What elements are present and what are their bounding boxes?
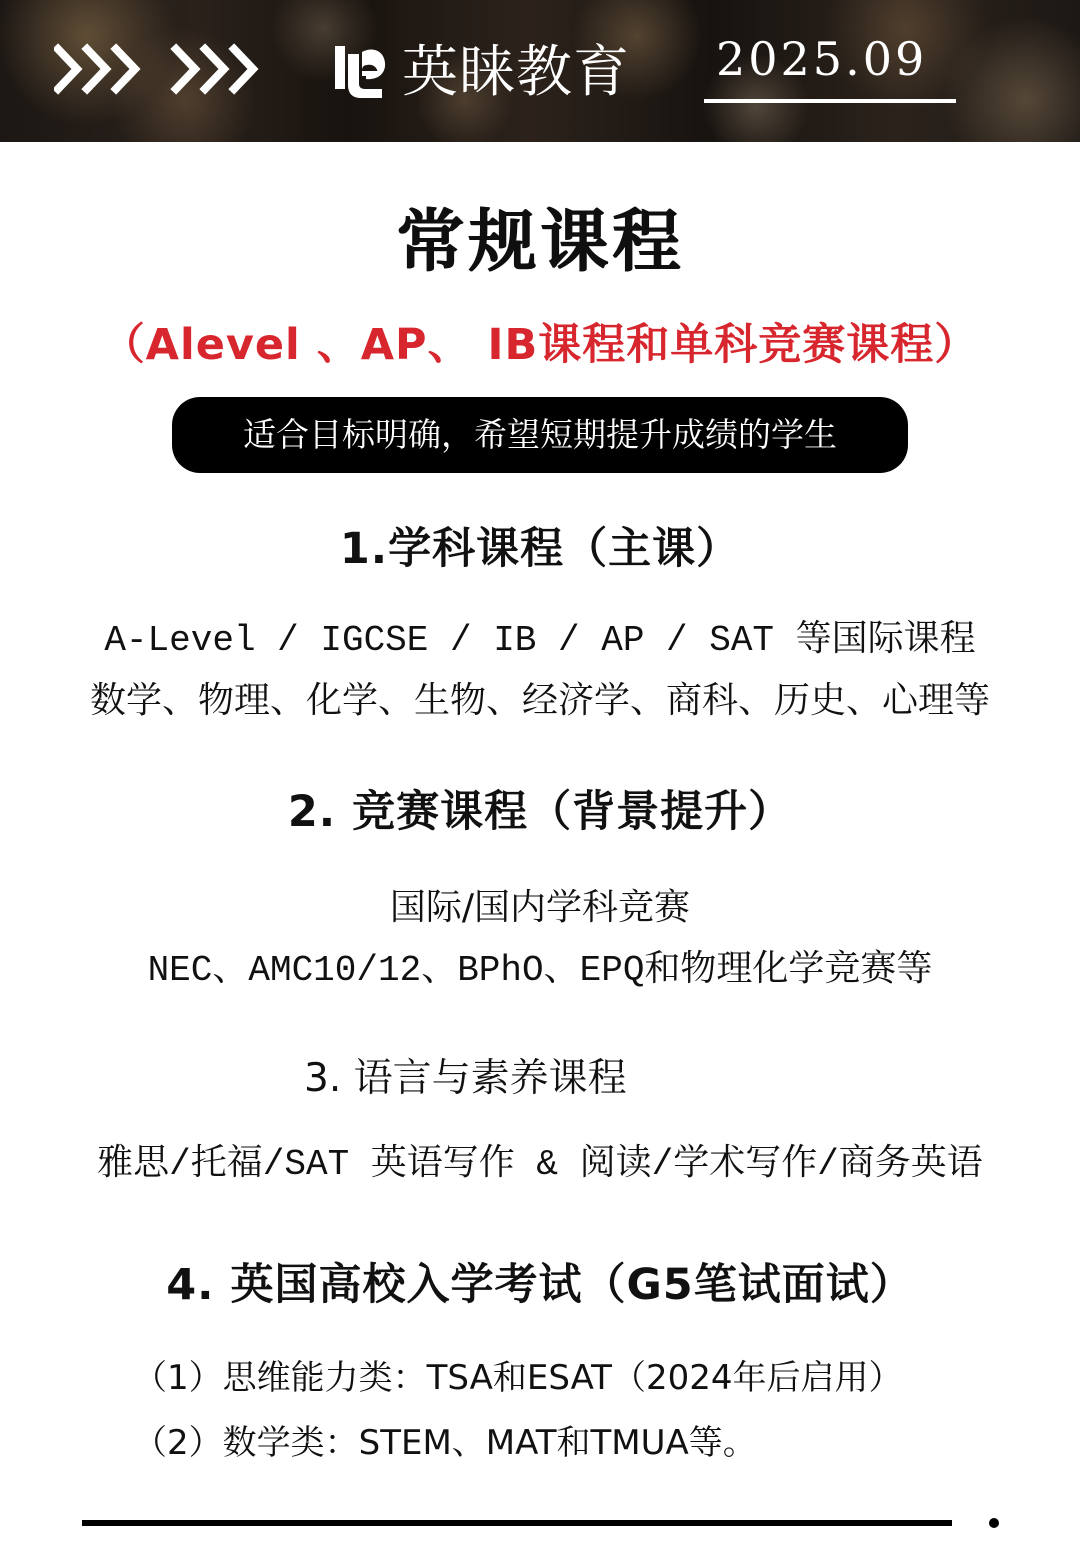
section-heading-competition-courses: 2. 竞赛课程（背景提升） (287, 787, 793, 837)
section-heading-language-courses: 3. 语言与素养课程 (304, 1056, 627, 1101)
admission-test-item-2: （2）数学类：STEM、MAT和TMUA等。 (133, 1423, 757, 1463)
target-audience-pill: 适合目标明确，希望短期提升成绩的学生 (172, 397, 908, 473)
section-heading-uk-admission-tests: 4. 英国高校入学考试（G5笔试面试） (166, 1260, 914, 1310)
date-underline (704, 99, 956, 103)
brand-logo-icon (331, 42, 387, 100)
issue-date: 2025.09 (716, 32, 928, 86)
bottom-dot (989, 1518, 999, 1528)
page-title: 常规课程 (395, 203, 684, 282)
chevron-right-icon (54, 41, 274, 97)
brand-name: 英睐教育 (402, 40, 630, 105)
competition-course-line-1: 国际/国内学科竞赛 (389, 887, 691, 928)
admission-test-item-1: （1）思维能力类：TSA和ESAT（2024年后启用） (133, 1358, 903, 1398)
competition-course-line-2: NEC、AMC10/12、BPhO、EPQ和物理化学竞赛等 (147, 950, 933, 991)
language-course-line-1: 雅思/托福/SAT 英语写作 & 阅读/学术写作/商务英语 (97, 1144, 983, 1185)
section-heading-subject-courses: 1.学科课程（主课） (339, 524, 741, 574)
bottom-divider (82, 1520, 952, 1526)
header-banner (0, 0, 1080, 142)
subject-course-line-2: 数学、物理、化学、生物、经济学、商科、历史、心理等 (89, 680, 990, 721)
course-subtitle: （Alevel 、AP、 IB课程和单科竞赛课程） (101, 320, 979, 370)
subject-course-line-1: A-Level / IGCSE / IB / AP / SAT 等国际课程 (104, 620, 976, 661)
